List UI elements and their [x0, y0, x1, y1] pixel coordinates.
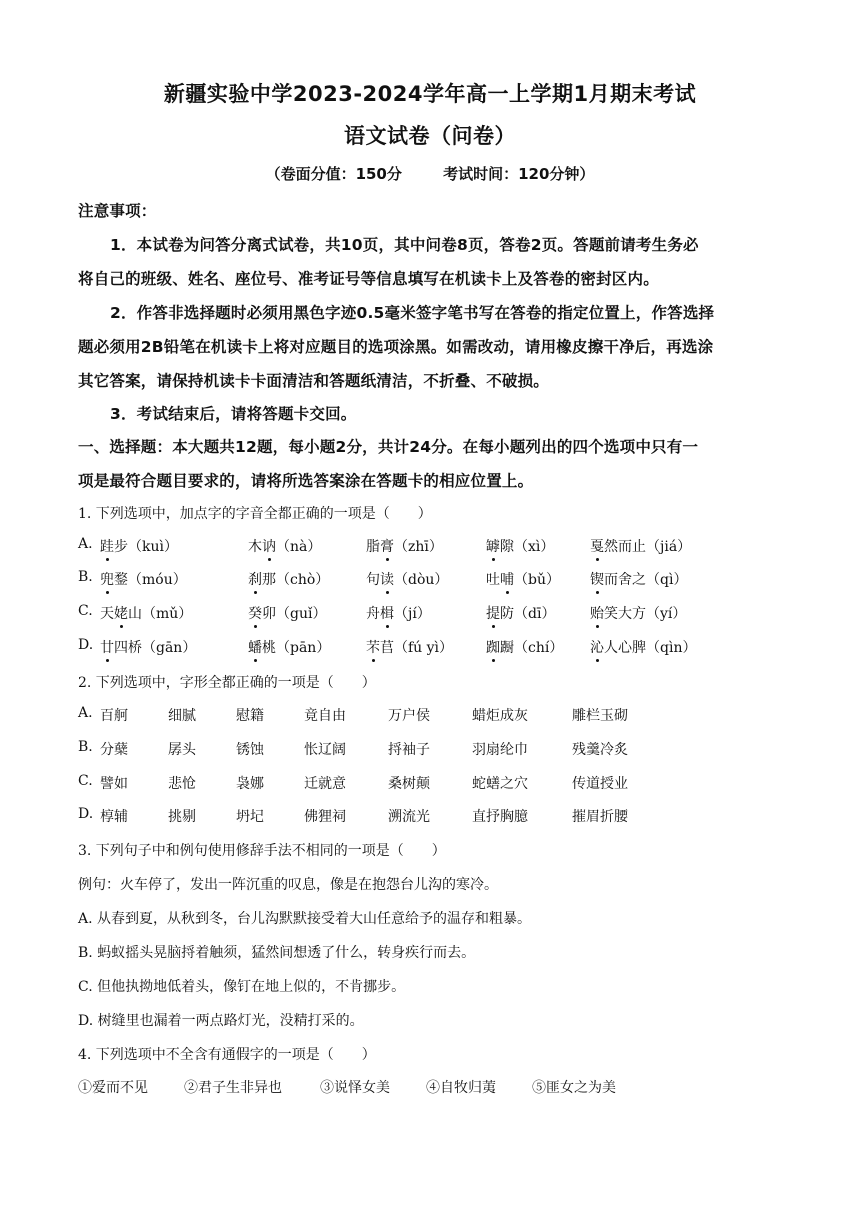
question-2-stem: 2. 下列选项中，字形全都正确的一项是（ ）	[78, 675, 376, 691]
dotted-character: 哺	[500, 569, 514, 589]
word-item: 万户侯	[388, 708, 430, 724]
word-item: 直抒胸臆	[472, 809, 528, 825]
pronunciation-item: 提防（dī）	[486, 603, 555, 623]
option-label: A.	[78, 705, 93, 721]
word-item: 溯流光	[388, 809, 430, 825]
dotted-character: 跬	[100, 536, 114, 556]
word-item: 锈蚀	[236, 742, 264, 758]
option-label: D.	[78, 637, 94, 653]
word-item: 譬如	[100, 776, 128, 792]
dotted-character: 楫	[380, 603, 394, 623]
notice-line: 2．作答非选择题时必须用黑色字迹0.5毫米签字笔书写在答卷的指定位置上，作答选择	[110, 304, 715, 322]
word-item: 百舸	[100, 708, 128, 724]
pronunciation-item: 沁人心脾（qìn）	[590, 637, 696, 657]
option-label: C.	[78, 603, 93, 619]
exam-subtitle: 语文试卷（问卷）	[344, 124, 516, 148]
section-heading: 一、选择题：本大题共12题，每小题2分，共计24分。在每小题列出的四个选项中只有一	[78, 438, 699, 456]
pronunciation-item: 芣苢（fú yì）	[366, 637, 453, 657]
pronunciation-item: 贻笑大方（yí）	[590, 603, 686, 623]
option-label: A.	[78, 536, 93, 552]
dotted-character: 读	[380, 569, 394, 589]
option-label: C.	[78, 773, 93, 789]
word-item: 雕栏玉砌	[572, 708, 628, 724]
dotted-character: 锲	[590, 569, 604, 589]
pronunciation-item: 锲而舍之（qì）	[590, 569, 687, 589]
dotted-character: 沁	[590, 637, 604, 657]
exam-info	[0, 163, 860, 184]
word-item: 慰籍	[236, 708, 264, 724]
notice-heading: 注意事项：	[78, 202, 157, 220]
dotted-character: 芣	[366, 637, 380, 657]
pronunciation-item: 天姥山（mǔ）	[100, 603, 192, 623]
section-heading-cont: 项是最符合题目要求的，请将所选答案涂在答题卡的相应位置上。	[78, 472, 534, 490]
pronunciation-item: 舟楫（jí）	[366, 603, 431, 623]
question-3-option-a: A. 从春到夏，从秋到冬，台儿沟默默接受着大山任意给予的温存和粗暴。	[78, 911, 532, 927]
dotted-character: 蟠	[248, 637, 262, 657]
question-4-stem: 4. 下列选项中不全含有通假字的一项是（ ）	[78, 1047, 376, 1063]
dotted-character: 提	[486, 603, 500, 623]
phrase-item: ④自牧归荑	[426, 1080, 496, 1096]
pronunciation-item: 踟蹰（chí）	[486, 637, 563, 657]
word-item: 迁就意	[304, 776, 346, 792]
phrase-item: ③说怿女美	[320, 1080, 390, 1096]
dotted-character: 兜	[100, 569, 114, 589]
pronunciation-item: 癸卯（guǐ）	[248, 603, 326, 623]
time-info: 考试时间：120分钟）	[443, 165, 595, 183]
pronunciation-item: 句读（dòu）	[366, 569, 448, 589]
pronunciation-item: 罅隙（xì）	[486, 536, 554, 556]
word-item: 桑树颠	[388, 776, 430, 792]
notice-line: 3．考试结束后，请将答题卡交回。	[110, 405, 357, 423]
word-item: 分蘖	[100, 742, 128, 758]
notice-line: 题必须用2B铅笔在机读卡上将对应题目的选项涂黑。如需改动，请用橡皮擦干净后，再选涂	[78, 338, 714, 356]
dotted-character: 廿	[100, 637, 114, 657]
word-item: 传道授业	[572, 776, 628, 792]
phrase-item: ①爱而不见	[78, 1080, 148, 1096]
question-3-option-c: C. 但他执拗地低着头，像钉在地上似的，不肯挪步。	[78, 979, 406, 995]
question-3-option-b: B. 蚂蚁摇头晃脑捋着触须，猛然间想透了什么，转身疾行而去。	[78, 945, 476, 961]
pronunciation-item: 蟠桃（pān）	[248, 637, 330, 657]
option-label: B.	[78, 739, 93, 755]
dotted-character: 罅	[486, 536, 500, 556]
notice-line: 其它答案，请保持机读卡卡面清洁和答题纸清洁，不折叠、不破损。	[78, 372, 550, 390]
question-3-option-d: D. 树缝里也漏着一两点路灯光，没精打采的。	[78, 1013, 364, 1029]
pronunciation-item: 脂膏（zhī）	[366, 536, 443, 556]
word-item: 细腻	[168, 708, 196, 724]
word-item: 佛狸祠	[304, 809, 346, 825]
notice-line: 1．本试卷为问答分离式试卷，共10页，其中问卷8页，答卷2页。答题前请考生务必	[110, 236, 699, 254]
word-item: 竟自由	[304, 708, 346, 724]
word-item: 袅娜	[236, 776, 264, 792]
score-info: （卷面分值：150分	[265, 165, 402, 183]
dotted-character: 膏	[380, 536, 394, 556]
word-item: 孱头	[168, 742, 196, 758]
word-item: 残羹冷炙	[572, 742, 628, 758]
dotted-character: 贻	[590, 603, 604, 623]
notice-line: 将自己的班级、姓名、座位号、准考证号等信息填写在机读卡上及答卷的密封区内。	[78, 270, 659, 288]
pronunciation-item: 木讷（nà）	[248, 536, 321, 556]
word-item: 蛇蟮之穴	[472, 776, 528, 792]
word-item: 坍圮	[236, 809, 264, 825]
question-3-example: 例句：火车停了，发出一阵沉重的叹息，像是在抱怨台儿沟的寒冷。	[78, 877, 498, 893]
exam-title: 新疆实验中学2023-2024学年高一上学期1月期末考试	[163, 82, 697, 106]
dotted-character: 姥	[114, 603, 128, 623]
word-item: 悲怆	[168, 776, 196, 792]
pronunciation-item: 刹那（chò）	[248, 569, 329, 589]
word-item: 羽扇纶巾	[472, 742, 528, 758]
pronunciation-item: 跬步（kuì）	[100, 536, 178, 556]
word-item: 怅辽阔	[304, 742, 346, 758]
question-1-stem: 1. 下列选项中，加点字的字音全都正确的一项是（ ）	[78, 506, 432, 522]
dotted-character: 戛	[590, 536, 604, 556]
phrase-item: ⑤匪女之为美	[532, 1080, 616, 1096]
question-3-stem: 3. 下列句子中和例句使用修辞手法不相同的一项是（ ）	[78, 843, 446, 859]
dotted-character: 癸	[248, 603, 262, 623]
word-item: 挑剔	[168, 809, 196, 825]
phrase-item: ②君子生非异也	[184, 1080, 282, 1096]
dotted-character: 刹	[248, 569, 262, 589]
pronunciation-item: 吐哺（bǔ）	[486, 569, 560, 589]
dotted-character: 讷	[262, 536, 276, 556]
dotted-character: 踟	[486, 637, 500, 657]
pronunciation-item: 戛然而止（jiá）	[590, 536, 691, 556]
word-item: 椁辅	[100, 809, 128, 825]
word-item: 摧眉折腰	[572, 809, 628, 825]
option-label: B.	[78, 569, 93, 585]
pronunciation-item: 兜鍪（móu）	[100, 569, 187, 589]
pronunciation-item: 廿四桥（gān）	[100, 637, 196, 657]
word-item: 蜡炬成灰	[472, 708, 528, 724]
word-item: 捋袖子	[388, 742, 430, 758]
option-label: D.	[78, 806, 94, 822]
